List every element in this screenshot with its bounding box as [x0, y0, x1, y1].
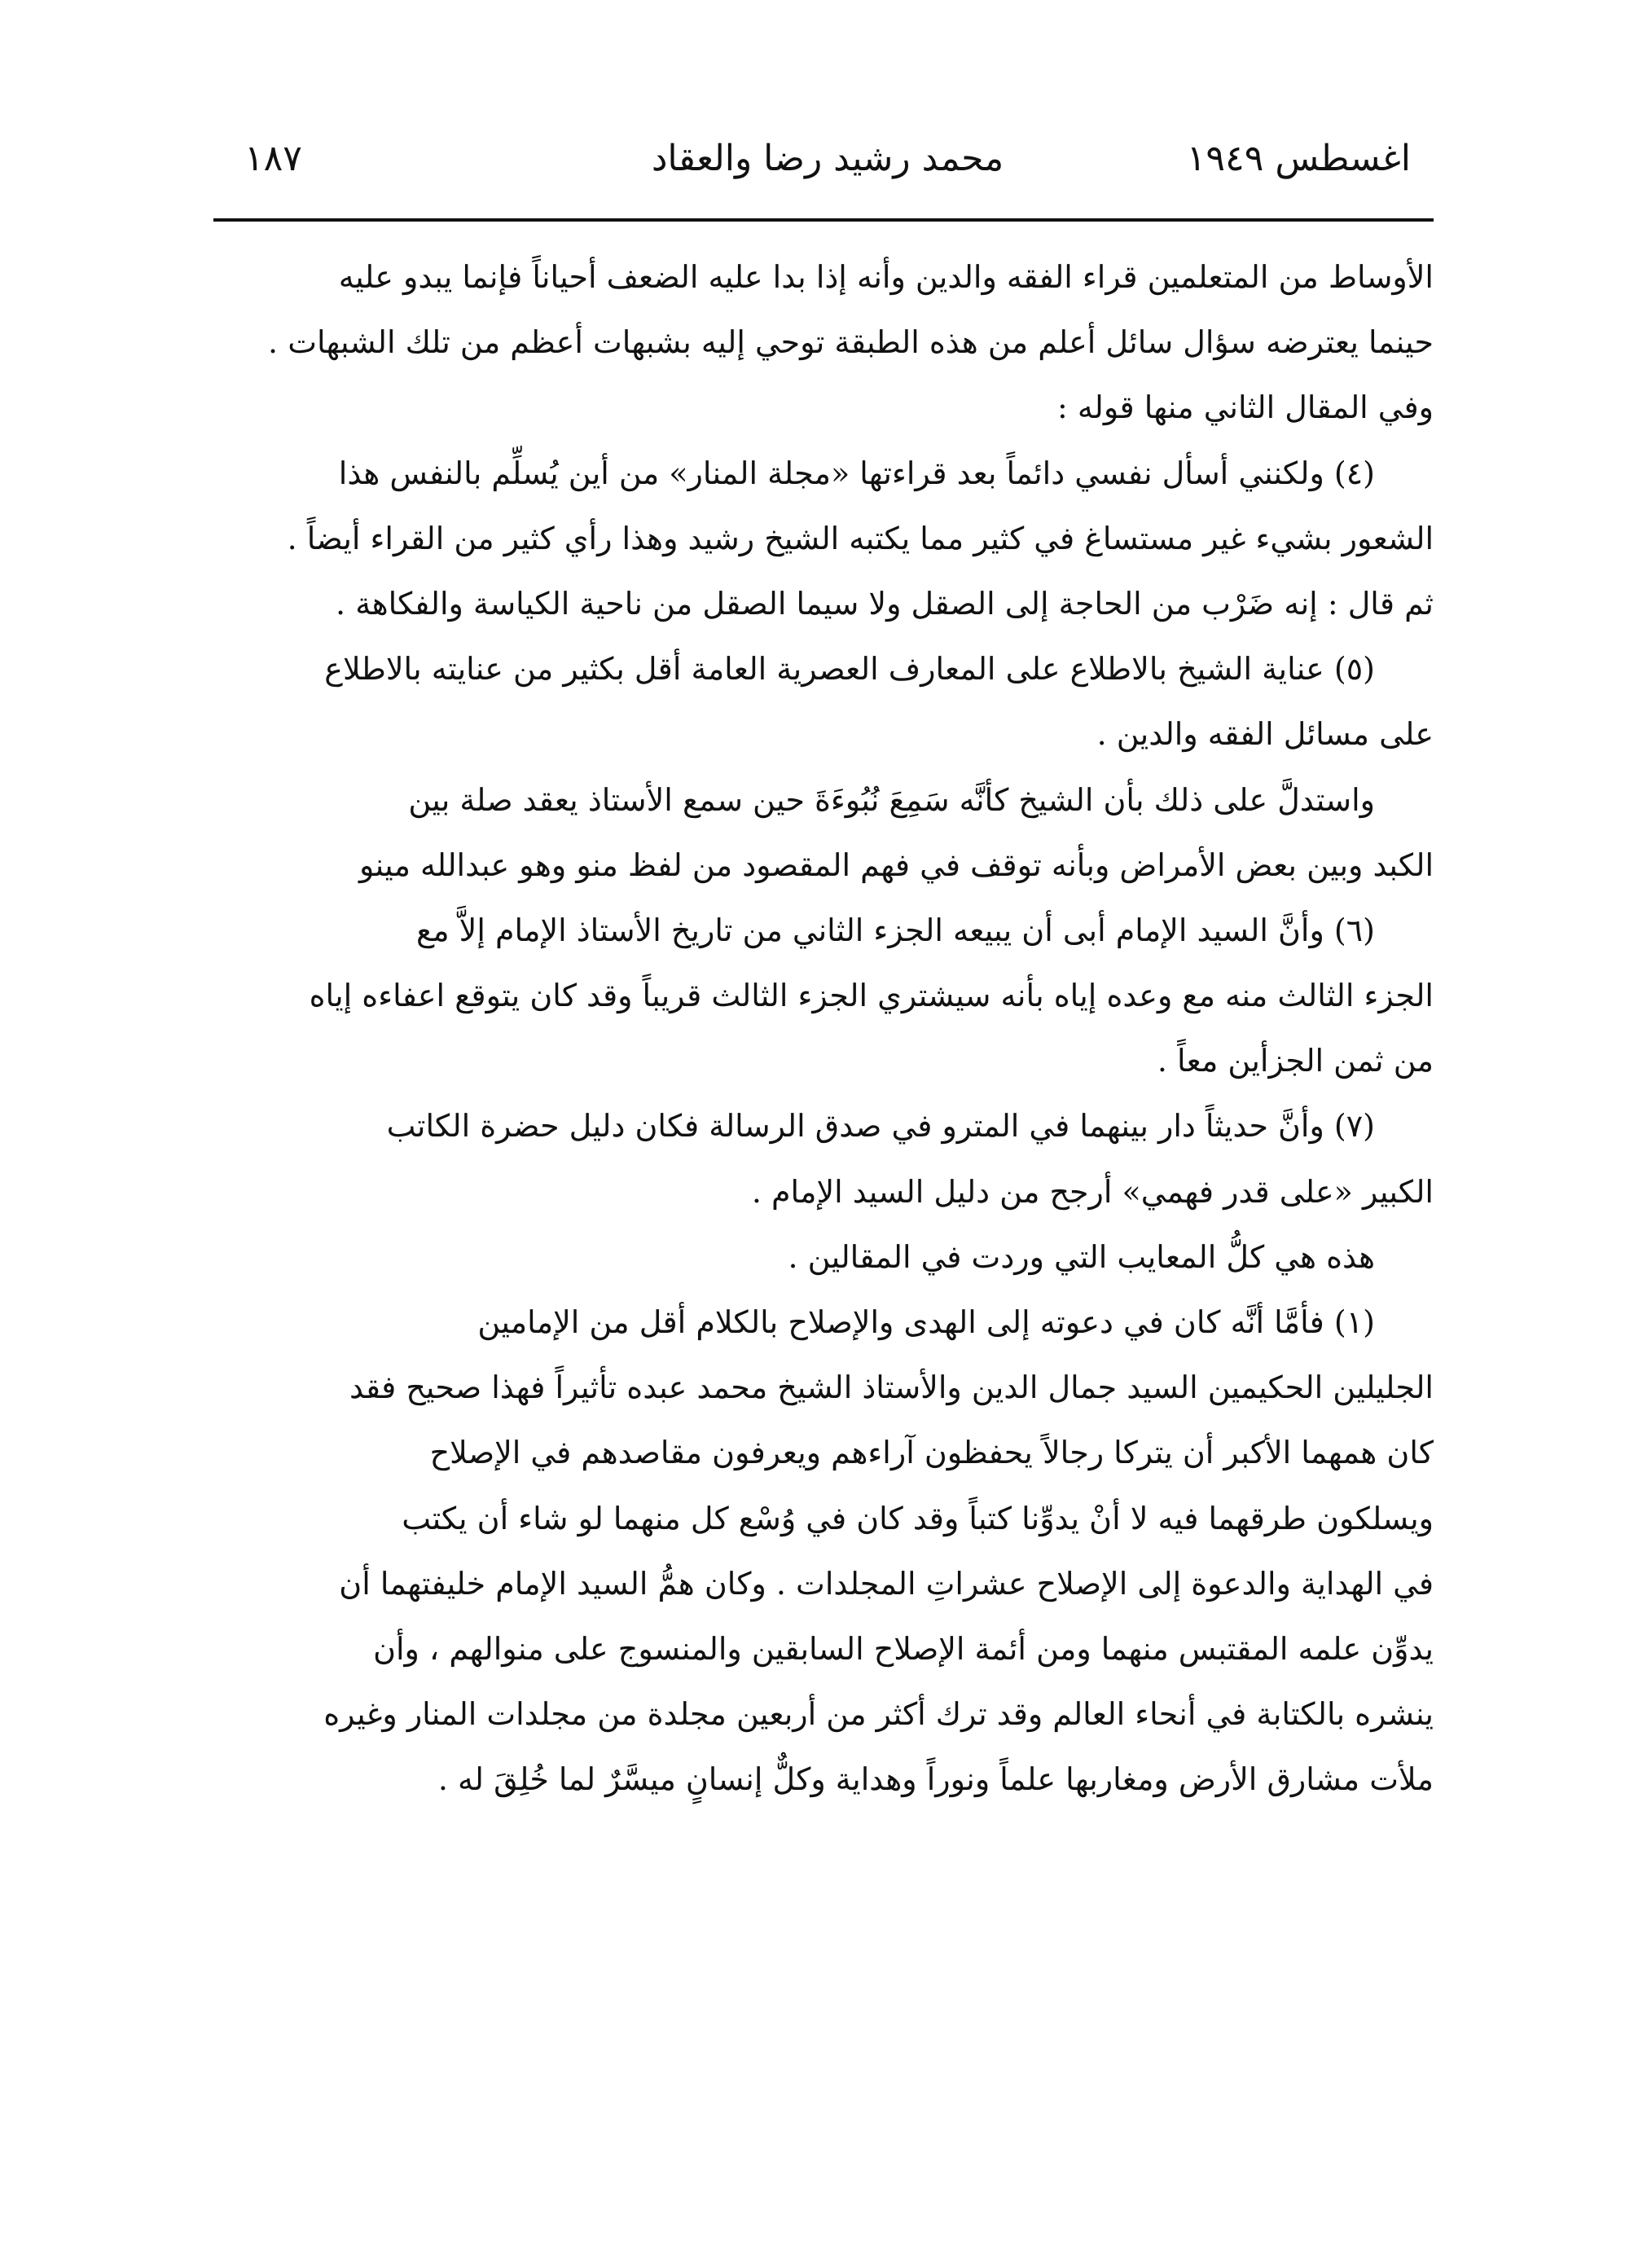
text-line: في الهداية والدعوة إلى الإصلاح عشراتِ المجلدات . وكان همُّ السيد الإمام خليفتهما أن [339, 1565, 1434, 1602]
text-line: من ثمن الجزأين معاً . [1157, 1043, 1434, 1079]
text-line: (٤) ولكنني أسأل نفسي دائماً بعد قراءتها «مجلة المنار» من أين يُسلِّم بالنفس هذا [338, 455, 1375, 491]
text-line: هذه هي كلُّ المعايب التي وردت في المقالين . [788, 1238, 1375, 1275]
text-line: الجزء الثالث منه مع وعده إياه بأنه سيشتري الجزء الثالث قريباً وقد كان يتوقع اعفاءه إياه [309, 978, 1434, 1014]
page-number: ١٨٧ [244, 138, 302, 179]
body-text [213, 244, 1434, 1813]
text-line: الكبير «على قدر فهمي» أرجح من دليل السيد الإمام . [751, 1173, 1434, 1210]
text-line: (١) فأمَّا أنَّه كان في دعوته إلى الهدى والإصلاح بالكلام أقل من الإمامين [477, 1304, 1375, 1340]
running-header [244, 130, 1411, 187]
text-line: (٥) عناية الشيخ بالاطلاع على المعارف العصرية العامة أقل بكثير من عنايته بالاطلاع [324, 651, 1375, 688]
text-line: ملأت مشارق الأرض ومغاربها علماً ونوراً وهداية وكلٌّ إنسانٍ ميسَّرٌ لما خُلِقَ له . [437, 1761, 1434, 1798]
header-running-title: محمد رشيد رضا والعقاد [651, 138, 1004, 179]
text-line: الكبد وبين بعض الأمراض وبأنه توقف في فهم المقصود من لفظ منو وهو عبدالله مينو [359, 846, 1434, 883]
text-line: ثم قال : إنه ضَرْب من الحاجة إلى الصقل ولا سيما الصقل من ناحية الكياسة والفكاهة . [336, 585, 1434, 622]
text-line: كان همهما الأكبر أن يتركا رجالاً يحفظون آراءهم ويعرفون مقاصدهم في الإصلاح [429, 1435, 1434, 1471]
text-line: الشعور بشيء غير مستساغ في كثير مما يكتبه الشيخ رشيد وهذا رأي كثير من القراء أيضاً . [287, 520, 1434, 556]
text-line: (٦) وأنَّ السيد الإمام أبى أن يبيعه الجزء الثاني من تاريخ الأستاذ الإمام إلاَّ مع [416, 912, 1375, 948]
text-line: حينما يعترضه سؤال سائل أعلم من هذه الطبقة توحي إليه بشبهات أعظم من تلك الشبهات . [268, 324, 1434, 361]
text-line: ينشره بالكتابة في أنحاء العالم وقد ترك أكثر من أربعين مجلدة من مجلدات المنار وغيره [323, 1696, 1434, 1733]
header-rule [213, 218, 1434, 222]
header-date: اغسطس ١٩٤٩ [1186, 138, 1411, 179]
text-line: (٧) وأنَّ حديثاً دار بينهما في المترو في صدق الرسالة فكان دليل حضرة الكاتب [386, 1108, 1375, 1145]
text-line: الأوساط من المتعلمين قراء الفقه والدين وأنه إذا بدا عليه الضعف أحياناً فإنما يبدو عليه [338, 259, 1434, 295]
text-line: واستدلَّ على ذلك بأن الشيخ كأنَّه سَمِعَ نُبُوءَةَ حين سمع الأستاذ يعقد صلة بين [408, 781, 1375, 818]
text-line: يدوِّن علمه المقتبس منهما ومن أئمة الإصلاح السابقين والمنسوج على منوالهم ، وأن [373, 1630, 1434, 1667]
text-line: على مسائل الفقه والدين . [1096, 716, 1434, 753]
text-line: ويسلكون طرقهما فيه لا أنْ يدوِّنا كتباً وقد كان في وُسْع كل منهما لو شاء أن يكتب [402, 1500, 1434, 1536]
text-line: وفي المقال الثاني منها قوله : [1057, 389, 1434, 426]
text-line: الجليلين الحكيمين السيد جمال الدين والأستاذ الشيخ محمد عبده تأثيراً فهذا صحيح فقد [349, 1369, 1434, 1406]
